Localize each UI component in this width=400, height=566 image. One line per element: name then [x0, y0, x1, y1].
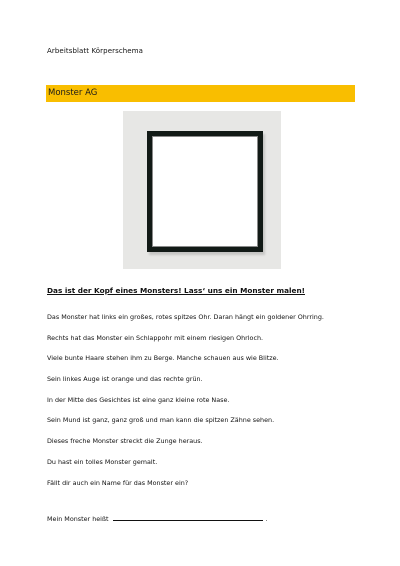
instruction-line: Viele bunte Haare stehen ihm zu Berge. Manche schauen aus wie Blitze.	[47, 354, 279, 363]
instruction-line: Dieses freche Monster streckt die Zunge heraus.	[47, 437, 203, 446]
empty-picture-frame-icon	[123, 111, 281, 269]
monster-name-end: .	[265, 515, 268, 523]
section-heading: Das ist der Kopf eines Monsters! Lass‘ uns ein Monster malen!	[47, 286, 305, 295]
instruction-line: Fällt dir auch ein Name für das Monster ein?	[47, 478, 189, 487]
frame-inner-edge	[152, 136, 258, 247]
monster-name-blank[interactable]	[113, 514, 263, 521]
instruction-line: Rechts hat das Monster ein Schlappohr mit einem riesigen Ohrloch.	[47, 333, 264, 342]
instruction-line: Das Monster hat links ein großes, rotes spitzes Ohr. Daran hängt ein goldener Ohrring.	[47, 313, 324, 321]
worksheet-header: Arbeitsblatt Körperschema	[47, 47, 144, 55]
instruction-line: In der Mitte des Gesichtes ist eine ganz kleine rote Nase.	[47, 395, 230, 404]
instruction-line: Sein linkes Auge ist orange und das rechte grün.	[47, 375, 203, 384]
title-bar	[46, 85, 355, 102]
instruction-line: Sein Mund ist ganz, ganz groß und man kann die spitzen Zähne sehen.	[47, 416, 275, 425]
picture-frame	[147, 131, 263, 252]
instruction-line: Du hast ein tolles Monster gemalt.	[47, 457, 158, 466]
instruction-list	[47, 307, 367, 493]
monster-name-row	[47, 514, 268, 523]
title-label: Monster AG	[48, 88, 98, 98]
monster-name-label: Mein Monster heißt	[47, 515, 109, 523]
